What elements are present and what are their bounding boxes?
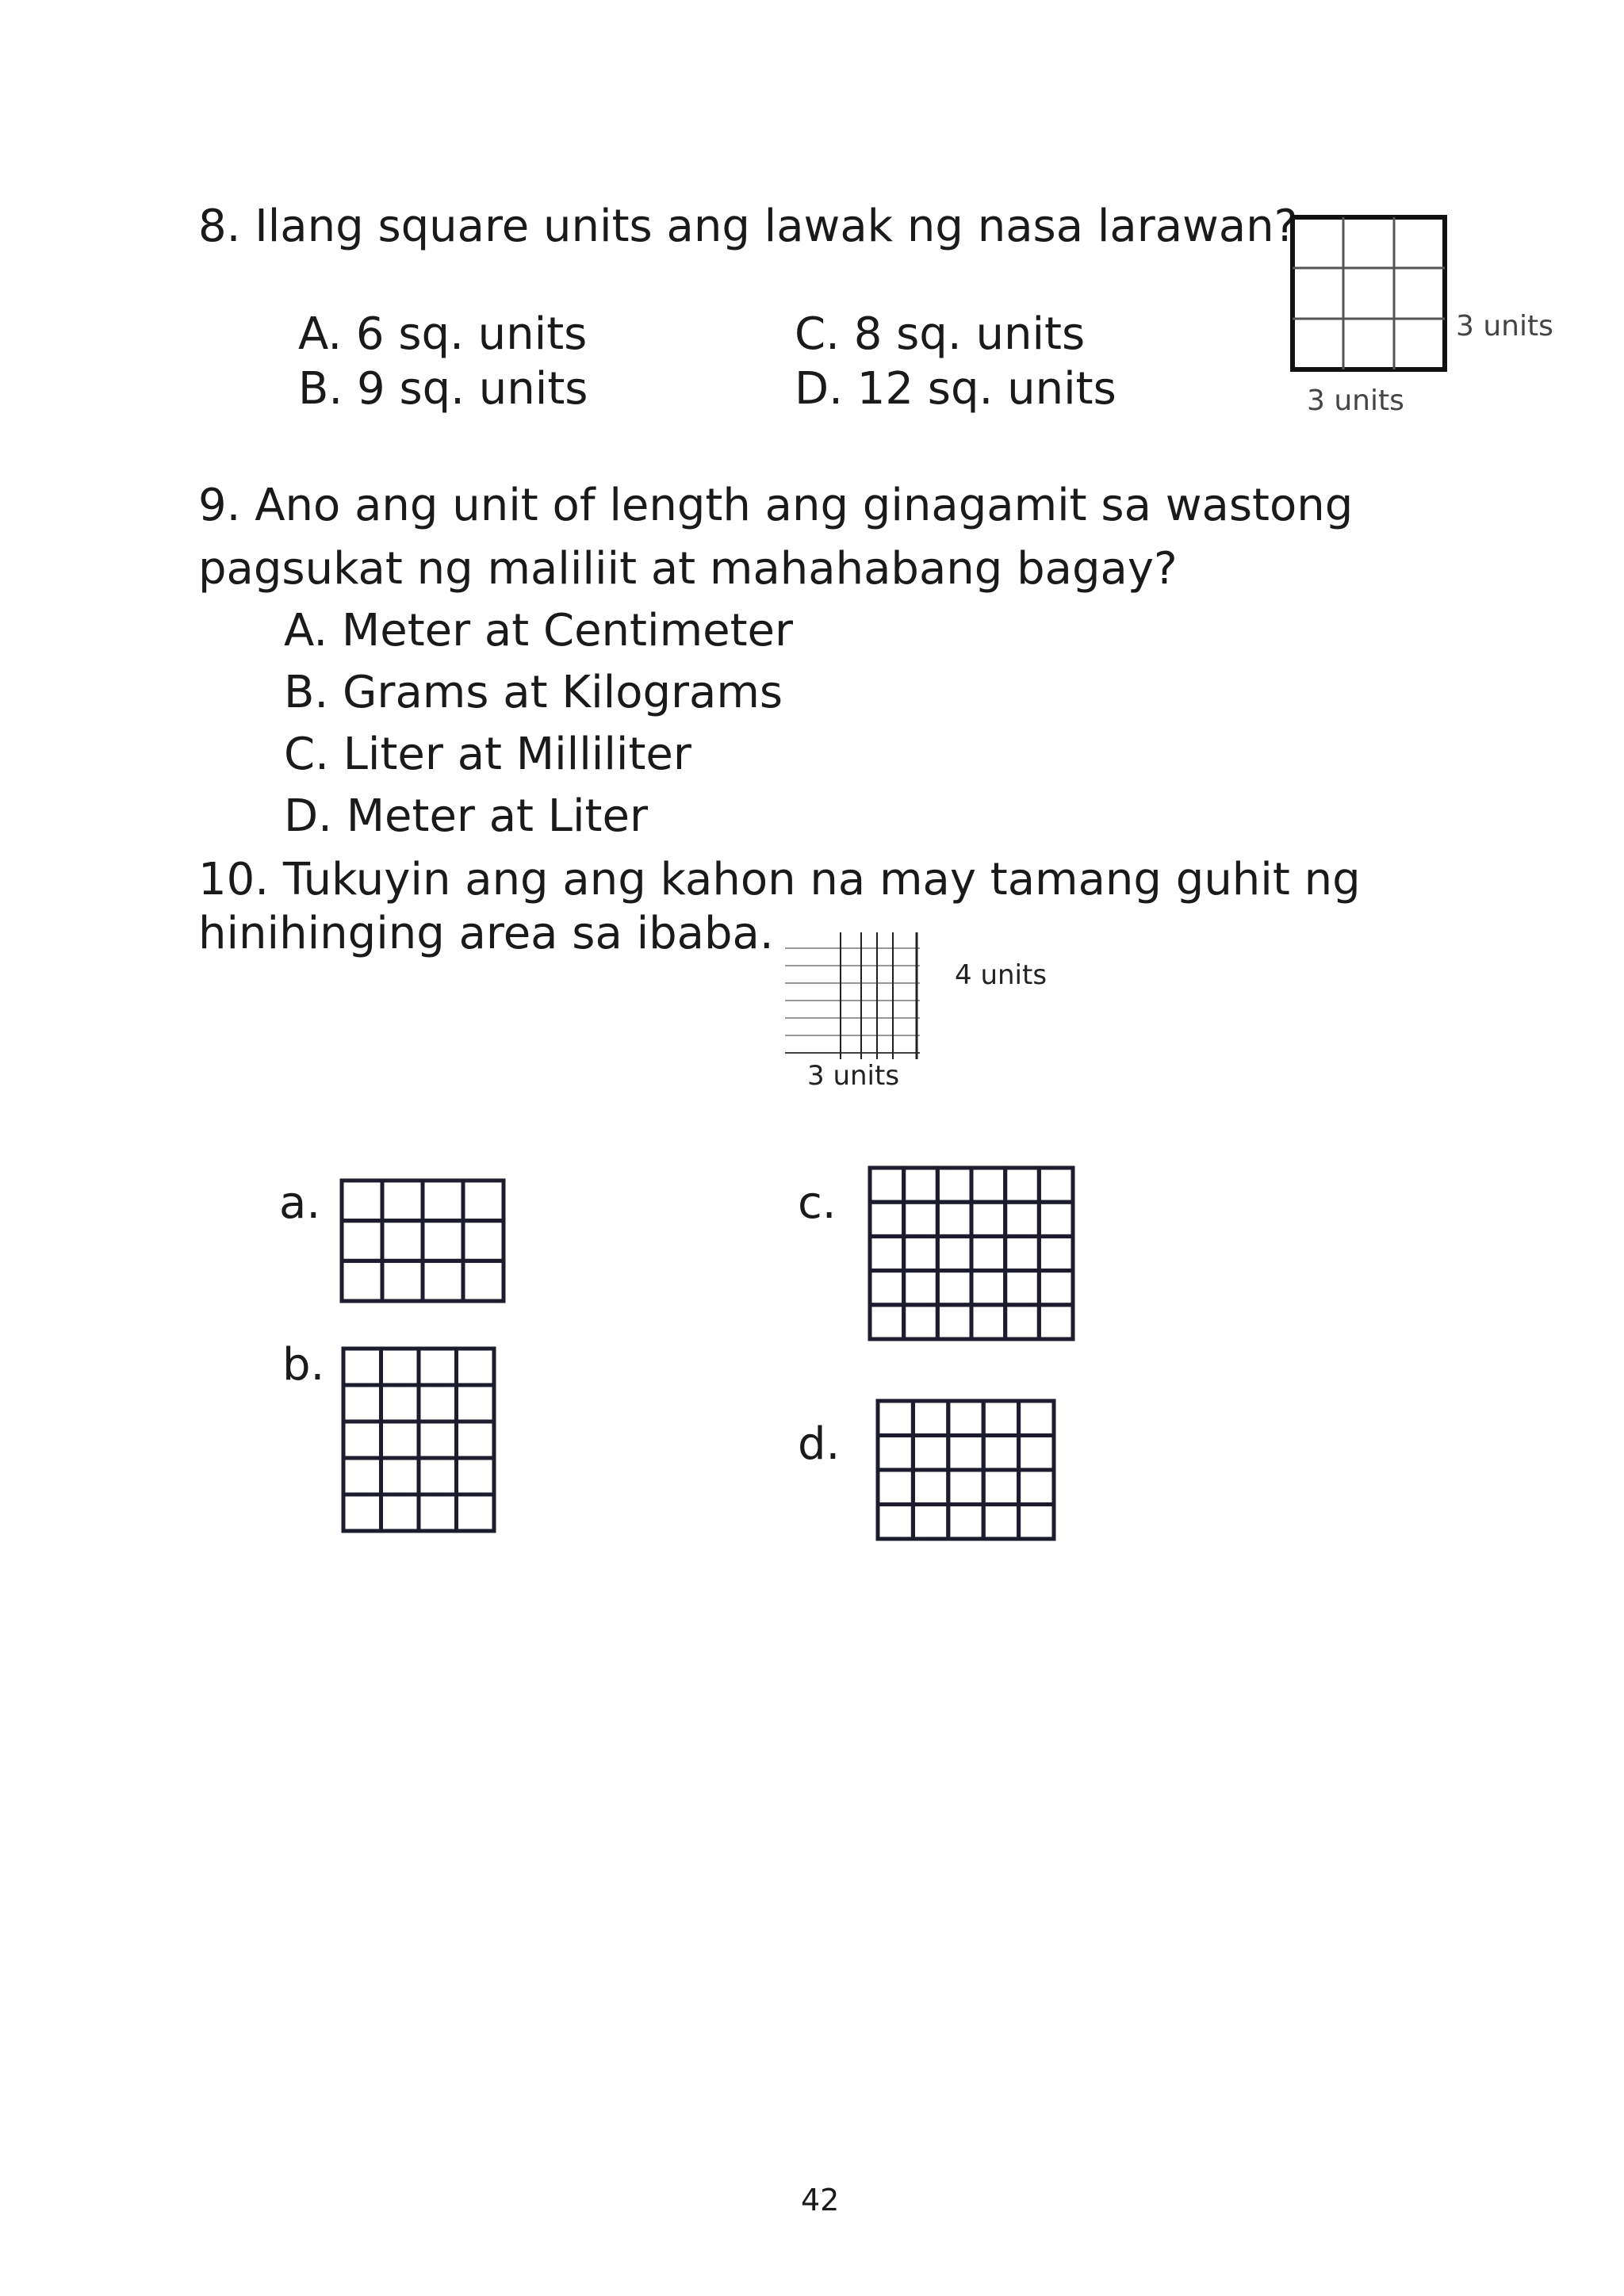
q8-grid-figure [1291, 216, 1446, 371]
q8-option-b: B. 9 sq. units [298, 363, 588, 415]
grid-cell [463, 1261, 504, 1301]
grid-cell [870, 1305, 904, 1339]
grid-cell [1019, 1401, 1054, 1436]
grid-cell [870, 1202, 904, 1236]
grid-cell [1019, 1436, 1054, 1471]
grid-cell [423, 1221, 463, 1261]
q8-label-right: 3 units [1456, 310, 1553, 342]
q10-choice-a-grid[interactable] [339, 1178, 506, 1303]
grid-cell [463, 1221, 504, 1261]
grid-cell [878, 1401, 913, 1436]
q10-line1: 10. Tukuyin ang ang kahon na may tamang guhit ng [198, 854, 1361, 905]
q10-label-right: 4 units [955, 959, 1048, 991]
grid-cell [457, 1458, 495, 1494]
grid-cell [343, 1349, 381, 1385]
grid-cell [381, 1422, 419, 1458]
grid-cell [1039, 1236, 1073, 1270]
grid-cell [878, 1470, 913, 1505]
grid-cell [343, 1385, 381, 1422]
grid-cell [382, 1181, 423, 1221]
grid-cell [971, 1236, 1005, 1270]
grid-cell [937, 1168, 971, 1202]
grid-cell [870, 1271, 904, 1305]
q10-choice-d-grid[interactable] [875, 1399, 1056, 1541]
grid-cell [343, 1494, 381, 1531]
grid-cell [423, 1181, 463, 1221]
grid-cell [904, 1271, 938, 1305]
grid-cell [904, 1305, 938, 1339]
grid-cell [342, 1221, 382, 1261]
q8-option-d: D. 12 sq. units [795, 363, 1116, 415]
grid-cell [937, 1236, 971, 1270]
grid-cell [457, 1385, 495, 1422]
grid-cell [983, 1470, 1018, 1505]
grid-cell [878, 1436, 913, 1471]
grid-cell [381, 1385, 419, 1422]
grid-cell [1039, 1271, 1073, 1305]
grid-cell [1019, 1470, 1054, 1505]
q8-question: 8. Ilang square units ang lawak ng nasa larawan? [198, 201, 1298, 252]
grid-cell [870, 1168, 904, 1202]
grid-cell [419, 1422, 457, 1458]
q10-choice-b-letter: b. [282, 1339, 325, 1391]
grid-cell [342, 1261, 382, 1301]
grid-cell [343, 1458, 381, 1494]
page-number: 42 [801, 2183, 840, 2218]
grid-cell [971, 1305, 1005, 1339]
q10-choice-d-letter: d. [798, 1418, 841, 1470]
grid-cell [419, 1458, 457, 1494]
q10-label-bottom: 3 units [807, 1060, 900, 1092]
grid-cell [983, 1505, 1018, 1540]
grid-cell [913, 1470, 948, 1505]
q8-label-bottom: 3 units [1307, 385, 1404, 417]
grid-cell [1005, 1271, 1040, 1305]
grid-cell [913, 1505, 948, 1540]
grid-cell [1005, 1236, 1040, 1270]
grid-cell [419, 1349, 457, 1385]
q10-choice-b-grid[interactable] [341, 1346, 496, 1533]
grid-cell [937, 1271, 971, 1305]
grid-cell [1039, 1202, 1073, 1236]
grid-cell [382, 1221, 423, 1261]
grid-cell [983, 1401, 1018, 1436]
grid-cell [419, 1385, 457, 1422]
q9-option-b: B. Grams at Kilograms [284, 667, 783, 718]
q10-reference-grid [785, 932, 920, 1059]
grid-cell [1019, 1505, 1054, 1540]
grid-cell [971, 1168, 1005, 1202]
q8-option-c: C. 8 sq. units [795, 308, 1086, 360]
q9-line2: pagsukat ng maliliit at mahahabang bagay? [198, 543, 1178, 595]
grid-cell [937, 1202, 971, 1236]
grid-cell [904, 1236, 938, 1270]
grid-cell [983, 1436, 1018, 1471]
grid-cell [904, 1202, 938, 1236]
grid-cell [1039, 1305, 1073, 1339]
grid-cell [971, 1202, 1005, 1236]
grid-cell [913, 1401, 948, 1436]
grid-cell [1039, 1168, 1073, 1202]
grid-cell [948, 1436, 983, 1471]
grid-cell [913, 1436, 948, 1471]
grid-cell [937, 1305, 971, 1339]
q9-option-a: A. Meter at Centimeter [284, 605, 794, 656]
grid-cell [457, 1422, 495, 1458]
grid-cell [1005, 1202, 1040, 1236]
grid-cell [381, 1494, 419, 1531]
grid-cell [948, 1505, 983, 1540]
grid-cell [870, 1236, 904, 1270]
grid-cell [948, 1470, 983, 1505]
grid-cell [457, 1494, 495, 1531]
grid-cell [419, 1494, 457, 1531]
grid-cell [878, 1505, 913, 1540]
grid-cell [342, 1181, 382, 1221]
q9-option-c: C. Liter at Milliliter [284, 729, 691, 780]
q8-option-a: A. 6 sq. units [298, 308, 588, 360]
grid-cell [948, 1401, 983, 1436]
grid-cell [381, 1458, 419, 1494]
q10-choice-a-letter: a. [279, 1177, 321, 1229]
grid-cell [382, 1261, 423, 1301]
q9-line1: 9. Ano ang unit of length ang ginagamit sa wastong [198, 480, 1354, 531]
grid-cell [381, 1349, 419, 1385]
grid-cell [457, 1349, 495, 1385]
q9-option-d: D. Meter at Liter [284, 790, 648, 842]
grid-cell [463, 1181, 504, 1221]
grid-cell [343, 1422, 381, 1458]
q10-choice-c-grid[interactable] [868, 1165, 1075, 1341]
q10-choice-c-letter: c. [798, 1177, 837, 1229]
grid-cell [423, 1261, 463, 1301]
grid-cell [971, 1271, 1005, 1305]
grid-cell [904, 1168, 938, 1202]
grid-cell [1005, 1305, 1040, 1339]
grid-cell [1005, 1168, 1040, 1202]
q10-line2: hinihinging area sa ibaba. [198, 908, 774, 959]
